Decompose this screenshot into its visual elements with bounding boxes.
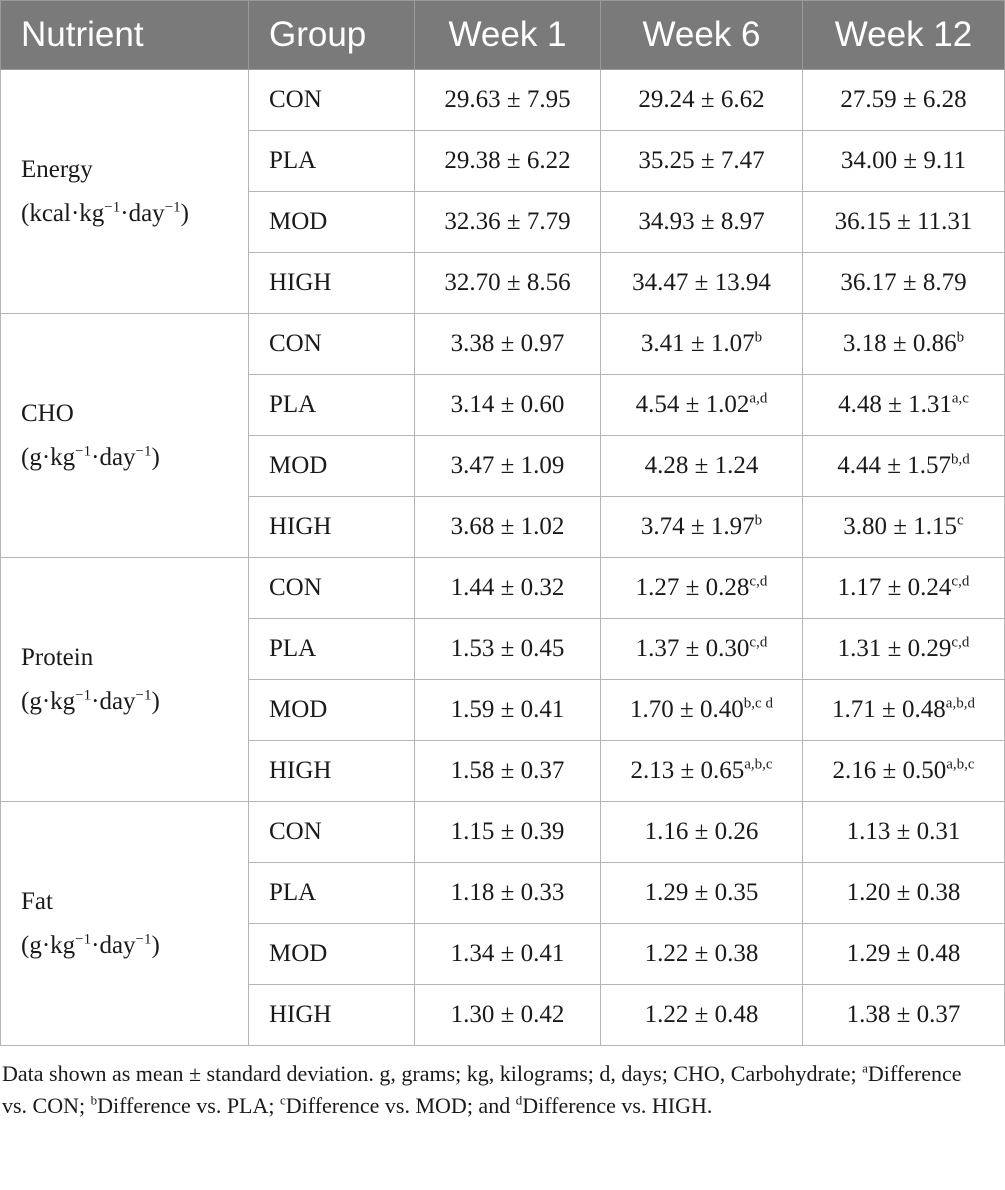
group-cell: HIGH [249,497,415,558]
group-cell: MOD [249,924,415,985]
nutrient-cell [1,802,249,1046]
value-cell-w1 [415,375,601,436]
header-week-6: Week 6 [601,1,803,70]
value-cell-w6 [601,680,803,741]
value-cell-w12 [803,131,1005,192]
footnote-text-c: Difference vs. MOD; and [285,1093,516,1118]
nutrient-cell [1,314,249,558]
value-cell-w1 [415,619,601,680]
value-cell-w1 [415,314,601,375]
mean-sd-value: 3.38 ± 0.97 [450,330,565,357]
significance-marker: b [754,512,763,529]
group-cell: MOD [249,192,415,253]
nutrient-name: CHO [21,399,74,427]
unit-mid: ·day [120,199,165,227]
footnote-sup-d: d [515,1092,523,1108]
nutrient-unit [21,924,248,968]
table-row [1,70,1005,131]
mean-sd-value: 32.70 ± 8.56 [444,269,571,296]
unit-exponent: −1 [135,931,152,948]
mean-sd-value: 2.13 ± 0.65 [630,757,745,784]
group-cell: PLA [249,619,415,680]
mean-sd-value: 1.34 ± 0.41 [450,940,565,967]
unit-exponent: −1 [104,199,121,216]
mean-sd-value: 1.44 ± 0.32 [450,574,565,601]
value-cell-w12 [803,619,1005,680]
mean-sd-value: 4.54 ± 1.02 [635,391,750,418]
mean-sd-value: 2.16 ± 0.50 [832,757,947,784]
unit-prefix: (kcal·kg [21,199,105,227]
value-cell-w1 [415,192,601,253]
value-cell-w12 [803,558,1005,619]
significance-marker: a,b,c [946,756,975,773]
mean-sd-value: 34.00 ± 9.11 [840,147,967,174]
value-cell-w6 [601,436,803,497]
value-cell-w12 [803,70,1005,131]
value-cell-w6 [601,924,803,985]
group-cell: PLA [249,863,415,924]
significance-marker: a,b,d [945,695,975,712]
footnote-sup-b: b [90,1092,98,1108]
value-cell-w12 [803,741,1005,802]
group-cell: HIGH [249,741,415,802]
value-cell-w1 [415,558,601,619]
mean-sd-value: 1.27 ± 0.28 [635,574,750,601]
significance-marker: c,d [951,634,970,651]
significance-marker: b,d [950,451,970,468]
mean-sd-value: 36.17 ± 8.79 [840,269,967,296]
nutrient-cell [1,70,249,314]
value-cell-w1 [415,924,601,985]
mean-sd-value: 4.44 ± 1.57 [837,452,951,479]
table-header-row [1,1,1005,70]
value-cell-w12 [803,497,1005,558]
significance-marker: a,d [749,390,768,407]
mean-sd-value: 1.20 ± 0.38 [846,879,961,906]
mean-sd-value: 4.48 ± 1.31 [838,391,952,418]
value-cell-w12 [803,863,1005,924]
unit-exponent: −1 [75,443,92,460]
significance-marker: a,c [951,390,969,407]
value-cell-w12 [803,802,1005,863]
group-cell: CON [249,558,415,619]
value-cell-w6 [601,802,803,863]
table-body [1,70,1005,1046]
mean-sd-value: 1.53 ± 0.45 [450,635,565,662]
value-cell-w12 [803,436,1005,497]
mean-sd-value: 29.24 ± 6.62 [638,86,765,113]
significance-marker: c,d [749,634,768,651]
footnote-text-a: Difference vs. CON; [2,1061,962,1118]
value-cell-w1 [415,497,601,558]
mean-sd-value: 1.31 ± 0.29 [837,635,952,662]
nutrient-unit [21,192,248,236]
value-cell-w6 [601,314,803,375]
mean-sd-value: 1.30 ± 0.42 [450,1001,565,1028]
mean-sd-value: 1.37 ± 0.30 [635,635,750,662]
unit-mid: ·day [91,443,136,471]
value-cell-w6 [601,253,803,314]
mean-sd-value: 1.15 ± 0.39 [450,818,565,845]
value-cell-w6 [601,863,803,924]
value-cell-w1 [415,985,601,1046]
significance-marker: c [957,512,964,529]
mean-sd-value: 1.17 ± 0.24 [837,574,952,601]
unit-suffix: ) [151,443,160,471]
value-cell-w6 [601,131,803,192]
unit-exponent: −1 [164,199,181,216]
value-cell-w1 [415,436,601,497]
header-nutrient: Nutrient [1,1,249,70]
nutrient-name: Fat [21,887,53,915]
table-row [1,314,1005,375]
value-cell-w6 [601,985,803,1046]
nutrient-unit [21,680,248,724]
group-cell: CON [249,314,415,375]
header-week-1: Week 1 [415,1,601,70]
table-row [1,558,1005,619]
mean-sd-value: 1.59 ± 0.41 [450,696,565,723]
mean-sd-value: 34.93 ± 8.97 [638,208,765,235]
footnote-sup-c: c [280,1092,286,1108]
nutrient-name: Energy [21,155,93,183]
table-footnote [0,1046,992,1122]
mean-sd-value: 3.74 ± 1.97 [640,513,755,540]
unit-prefix: (g·kg [21,443,76,471]
mean-sd-value: 34.47 ± 13.94 [632,269,771,296]
mean-sd-value: 1.38 ± 0.37 [846,1001,961,1028]
group-cell: MOD [249,436,415,497]
value-cell-w1 [415,680,601,741]
value-cell-w1 [415,131,601,192]
significance-marker: a,b,c [744,756,773,773]
unit-exponent: −1 [135,443,152,460]
table-row [1,802,1005,863]
significance-marker: b,c d [743,695,773,712]
value-cell-w12 [803,680,1005,741]
value-cell-w6 [601,375,803,436]
value-cell-w1 [415,863,601,924]
value-cell-w12 [803,253,1005,314]
unit-prefix: (g·kg [21,931,76,959]
group-cell: HIGH [249,253,415,314]
mean-sd-value: 3.68 ± 1.02 [450,513,565,540]
unit-suffix: ) [180,199,189,227]
value-cell-w6 [601,70,803,131]
nutrient-cell [1,558,249,802]
mean-sd-value: 3.14 ± 0.60 [450,391,565,418]
unit-mid: ·day [91,931,136,959]
mean-sd-value: 1.58 ± 0.37 [450,757,565,784]
unit-suffix: ) [151,687,160,715]
unit-mid: ·day [91,687,136,715]
significance-marker: c,d [749,573,768,590]
group-cell: PLA [249,375,415,436]
group-cell: PLA [249,131,415,192]
value-cell-w6 [601,619,803,680]
mean-sd-value: 1.13 ± 0.31 [846,818,961,845]
significance-marker: b [956,329,965,346]
value-cell-w1 [415,802,601,863]
group-cell: MOD [249,680,415,741]
value-cell-w1 [415,741,601,802]
unit-suffix: ) [151,931,160,959]
mean-sd-value: 36.15 ± 11.31 [834,208,973,235]
mean-sd-value: 3.47 ± 1.09 [450,452,565,479]
unit-exponent: −1 [75,931,92,948]
footnote-text-intro: Data shown as mean ± standard deviation. g, grams; kg, kilograms; d, days; CHO, Carbohydrate; [2,1061,863,1086]
unit-prefix: (g·kg [21,687,76,715]
mean-sd-value: 32.36 ± 7.79 [444,208,571,235]
header-week-12: Week 12 [803,1,1005,70]
mean-sd-value: 1.16 ± 0.26 [644,818,759,845]
mean-sd-value: 4.28 ± 1.24 [644,452,759,479]
mean-sd-value: 27.59 ± 6.28 [840,86,967,113]
mean-sd-value: 29.38 ± 6.22 [444,147,571,174]
group-cell: CON [249,802,415,863]
value-cell-w6 [601,192,803,253]
group-cell: CON [249,70,415,131]
mean-sd-value: 1.29 ± 0.35 [644,879,759,906]
footnote-text-b: Difference vs. PLA; [97,1093,280,1118]
mean-sd-value: 1.22 ± 0.38 [644,940,759,967]
mean-sd-value: 29.63 ± 7.95 [444,86,571,113]
value-cell-w6 [601,497,803,558]
header-group: Group [249,1,415,70]
footnote-sup-a: a [862,1060,868,1076]
mean-sd-value: 1.29 ± 0.48 [846,940,961,967]
mean-sd-value: 1.70 ± 0.40 [630,696,744,723]
mean-sd-value: 3.41 ± 1.07 [640,330,755,357]
value-cell-w6 [601,558,803,619]
value-cell-w6 [601,741,803,802]
footnote-text-d: Difference vs. HIGH. [522,1093,713,1118]
significance-marker: b [754,329,763,346]
mean-sd-value: 3.18 ± 0.86 [842,330,957,357]
value-cell-w12 [803,375,1005,436]
mean-sd-value: 35.25 ± 7.47 [638,147,765,174]
unit-exponent: −1 [135,687,152,704]
mean-sd-value: 3.80 ± 1.15 [843,513,958,540]
unit-exponent: −1 [75,687,92,704]
mean-sd-value: 1.22 ± 0.48 [644,1001,759,1028]
value-cell-w1 [415,253,601,314]
nutrient-unit [21,436,248,480]
nutrient-name: Protein [21,643,94,671]
value-cell-w12 [803,924,1005,985]
value-cell-w12 [803,314,1005,375]
value-cell-w1 [415,70,601,131]
mean-sd-value: 1.18 ± 0.33 [450,879,565,906]
value-cell-w12 [803,985,1005,1046]
value-cell-w12 [803,192,1005,253]
group-cell: HIGH [249,985,415,1046]
mean-sd-value: 1.71 ± 0.48 [832,696,946,723]
significance-marker: c,d [951,573,970,590]
